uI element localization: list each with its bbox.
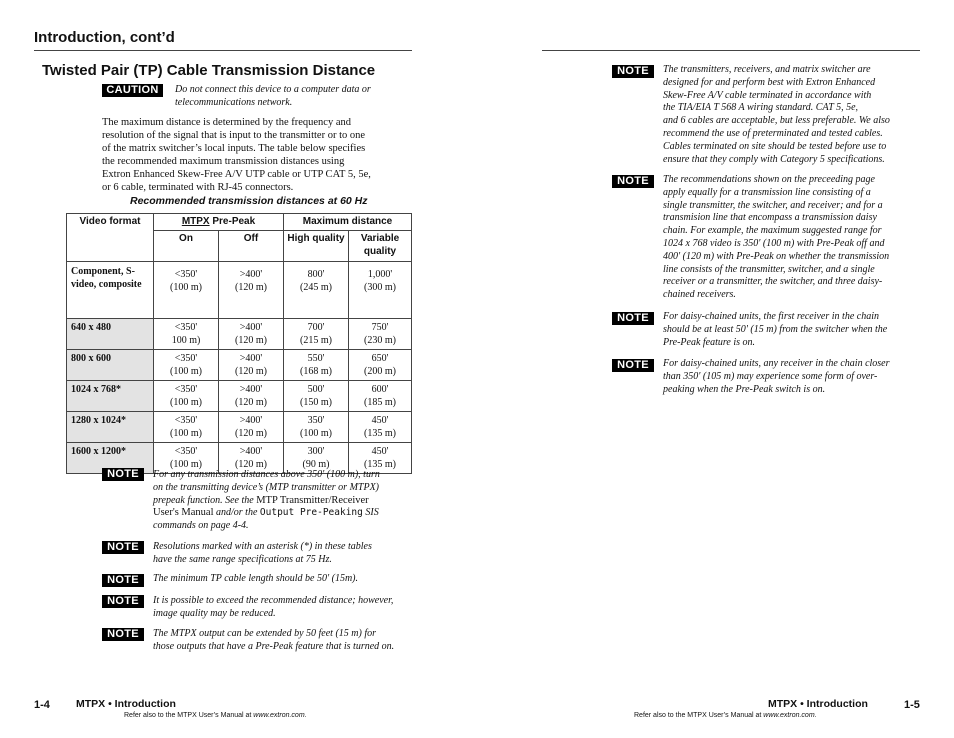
cell-m: 100 m) [171,334,201,346]
note-badge: NOTE [102,595,144,608]
header-rule [542,50,920,51]
cell-high [284,319,349,350]
footer-label: MTPX • Introduction [768,698,868,710]
cell-ft: 550' [307,353,325,364]
cell-ft: <350' [174,446,198,457]
note-badge: NOTE [102,541,144,554]
cell-off [219,412,284,443]
note-fragment: and/or the [213,507,260,519]
paragraph-line: or 6 cable, terminated with RJ-45 connectors. [102,182,294,193]
manual-reference: User's Manual [153,507,214,519]
paragraph-line: Extron Enhanced Skew-Free A/V UTP cable or UTP CAT 5, 5e, [102,169,371,180]
distance-table [66,213,412,474]
header-variable-quality: Variable quality [349,231,412,262]
cell-m: (100 m) [170,458,202,470]
cell-m: (120 m) [235,458,267,470]
cell-m: (300 m) [364,281,396,293]
note-line: The transmitters, receivers, and matrix switcher are [663,64,871,75]
note-line: ensure that they comply with Category 5 specifications. [663,153,885,165]
cell-ft: >400' [239,353,263,364]
note-line: Resolutions marked with an asterisk (*) in these tables [153,541,372,552]
cell-m: (120 m) [235,334,267,346]
note-text [663,174,889,302]
note-line: chained receivers. [663,289,736,301]
note-line: apply equally for a transmission line consisting of a [663,186,871,198]
note-line: those outputs that have a Pre-Peak feature that is turned on. [153,640,395,652]
paragraph-line: The maximum distance is determined by the frequency and [102,117,352,128]
note-line: receiver or a transmitter, the switcher, and three daisy- [663,276,883,288]
cell-ft: 450' [371,415,389,426]
row-format: 1600 x 1200* [67,443,154,474]
cell-off [219,319,284,350]
table-caption: Recommended transmission distances at 60 Hz [130,195,368,207]
note-line: 400' (120 m) with Pre-Peak on whether the transmission [663,250,890,262]
cell-high [284,262,349,319]
cell-high [284,350,349,381]
footer-label: MTPX • Introduction [76,698,176,710]
manual-reference: MTP Transmitter/Receiver [256,494,369,506]
cell-ft: 600' [371,384,389,395]
cell-variable [349,262,412,319]
footer-ref-url: www.extron.com. [253,712,307,719]
header-max-distance: Maximum distance [284,214,412,231]
note-line: The minimum TP cable length should be 50' (15m). [153,573,358,584]
note-badge: NOTE [102,468,144,481]
note-line: For daisy-chained units, any receiver in the chain closer [663,358,890,369]
cell-ft: 500' [307,384,325,395]
cell-ft: 650' [371,353,389,364]
cell-high [284,412,349,443]
note-line: have the same range specifications at 75 Hz. [153,553,332,565]
cell-m: (100 m) [300,427,332,439]
note-line: and 6 cables are acceptable, but less preferable. We also [663,115,890,127]
note-text [153,595,393,621]
note-badge: NOTE [612,175,654,188]
note-text [153,541,372,567]
row-format: 1280 x 1024* [67,412,154,443]
note-badge: NOTE [612,359,654,372]
cell-m: (120 m) [235,427,267,439]
cell-ft: 800' [307,269,325,280]
cell-ft: 300' [307,446,325,457]
cell-variable [349,319,412,350]
cell-m: (135 m) [364,458,396,470]
intro-paragraph [102,116,371,194]
note-fragment: SIS [362,507,379,519]
note-fragment: prepeak function. See the [153,494,257,506]
note-line: on the transmitting device’s (MTP transmitter or MTPX) [153,481,380,493]
note-text [663,64,890,166]
note-line: single transmitter, the switcher, and receiver; and for a [663,199,883,211]
note-line: image quality may be reduced. [153,607,276,619]
note-line: 1024 x 768 video is 350' (100 m) with Pre-Peak off and [663,237,885,249]
note-line: should be at least 50' (15 m) from the switcher when the [663,323,888,335]
paragraph-line: of the matrix switcher’s local inputs. The table below specifies [102,143,366,154]
header-on: On [154,231,219,262]
footer-reference [634,712,817,719]
table-row [67,412,412,443]
cell-m: (245 m) [300,281,332,293]
cell-on [154,319,219,350]
table-row [67,319,412,350]
cell-m: (100 m) [170,281,202,293]
cell-on [154,350,219,381]
cell-variable [349,381,412,412]
note-badge: NOTE [102,574,144,587]
cell-ft: >400' [239,322,263,333]
cell-ft: 1,000' [367,269,393,280]
cell-m: (215 m) [300,334,332,346]
cell-ft: 750' [371,322,389,333]
header-video-format: Video format [67,214,154,262]
table-row [67,350,412,381]
caution-text [175,84,371,110]
note-line: Skew-Free A/V cable terminated in accordance with [663,89,872,101]
cell-m: (120 m) [235,396,267,408]
cell-ft: <350' [174,353,198,364]
note-line: For any transmission distances above 350' (100 m), turn [153,469,380,480]
note-line: It is possible to exceed the recommended distance; however, [153,595,394,606]
cell-on [154,381,219,412]
note-line: line consists of the transmitter, switcher, and a single [663,263,875,275]
caution-badge: CAUTION [102,84,163,97]
row-format: 640 x 480 [67,319,154,350]
table-row [67,381,412,412]
header-preak-suffix: Pre-Peak [209,216,256,227]
cell-m: (100 m) [170,365,202,377]
cell-variable [349,412,412,443]
note-line: chain. For example, the maximum suggested range for [663,225,882,237]
footer-ref-text: Refer also to the MTPX User’s Manual at [124,712,254,719]
cell-ft: <350' [174,269,198,280]
header-off: Off [219,231,284,262]
note-line: recommend the use of preterminated and tested cables. [663,127,883,139]
note-badge: NOTE [612,312,654,325]
cell-variable [349,350,412,381]
table-row [67,262,412,319]
note-line: than 350' (105 m) may experience some form of over- [663,370,878,382]
cell-m: (185 m) [364,396,396,408]
note-line: The MTPX output can be extended by 50 feet (15 m) for [153,628,376,639]
note-text [153,628,394,654]
note-line [153,495,380,508]
paragraph-line: resolution of the signal that is input to the transmitter or to one [102,130,366,141]
cell-ft: >400' [239,269,263,280]
cell-on [154,262,219,319]
cell-m: (230 m) [364,334,396,346]
header-rule [34,50,412,51]
header-high-quality: High quality [284,231,349,262]
cell-m: (150 m) [300,396,332,408]
sis-command: Output Pre-Peaking [259,507,363,519]
footer-ref-text: Refer also to the MTPX User’s Manual at [634,712,764,719]
note-line: Cables terminated on site should be tested before use to [663,140,887,152]
cell-ft: >400' [239,415,263,426]
cell-ft: <350' [174,384,198,395]
cell-m: (200 m) [364,365,396,377]
cell-m: (120 m) [235,365,267,377]
page-number: 1-4 [34,699,50,711]
note-line: peaking when the Pre-Peak switch is on. [663,383,826,395]
note-line [153,507,380,520]
note-text [663,358,890,396]
header-preak-prefix: MTPX [181,216,210,227]
note-badge: NOTE [102,628,144,641]
cell-m: (120 m) [235,281,267,293]
note-line: For daisy-chained units, the first receiver in the chain [663,311,879,322]
cell-on [154,412,219,443]
note-text [663,311,887,349]
section-title: Introduction, cont’d [34,29,175,46]
page-heading: Twisted Pair (TP) Cable Transmission Distance [42,62,376,79]
note-line: the TIA/EIA T 568 A wiring standard. CAT 5, 5e, [663,102,859,114]
row-format: Component, S-video, composite [67,262,154,319]
note-text [153,469,380,533]
note-line: transmision line that encompass a transmission daisy [663,212,877,224]
footer-reference [124,712,307,719]
note-line: The recommendations shown on the preceeding page [663,174,875,185]
cell-off [219,381,284,412]
cell-off [219,262,284,319]
note-text [153,573,358,586]
header-preak [154,214,284,231]
cell-high [284,381,349,412]
cell-ft: <350' [174,415,198,426]
cell-m: (168 m) [300,365,332,377]
note-line: designed for and perform best with Extron Enhanced [663,76,876,88]
page-number: 1-5 [904,699,920,711]
cell-m: (100 m) [170,427,202,439]
caution-line: telecommunications network. [175,96,293,108]
cell-m: (135 m) [364,427,396,439]
footer-ref-url: www.extron.com. [763,712,817,719]
cell-ft: >400' [239,384,263,395]
cell-ft: <350' [174,322,198,333]
note-line: commands on page 4-4. [153,520,249,532]
cell-ft: >400' [239,446,263,457]
note-line: Pre-Peak feature is on. [663,336,756,348]
cell-ft: 700' [307,322,325,333]
row-format: 800 x 600 [67,350,154,381]
cell-off [219,350,284,381]
cell-ft: 350' [307,415,325,426]
row-format: 1024 x 768* [67,381,154,412]
cell-m: (90 m) [302,458,330,470]
cell-m: (100 m) [170,396,202,408]
caution-line: Do not connect this device to a computer data or [175,84,371,95]
cell-ft: 450' [371,446,389,457]
paragraph-line: the recommended maximum transmission distances using [102,156,345,167]
note-badge: NOTE [612,65,654,78]
